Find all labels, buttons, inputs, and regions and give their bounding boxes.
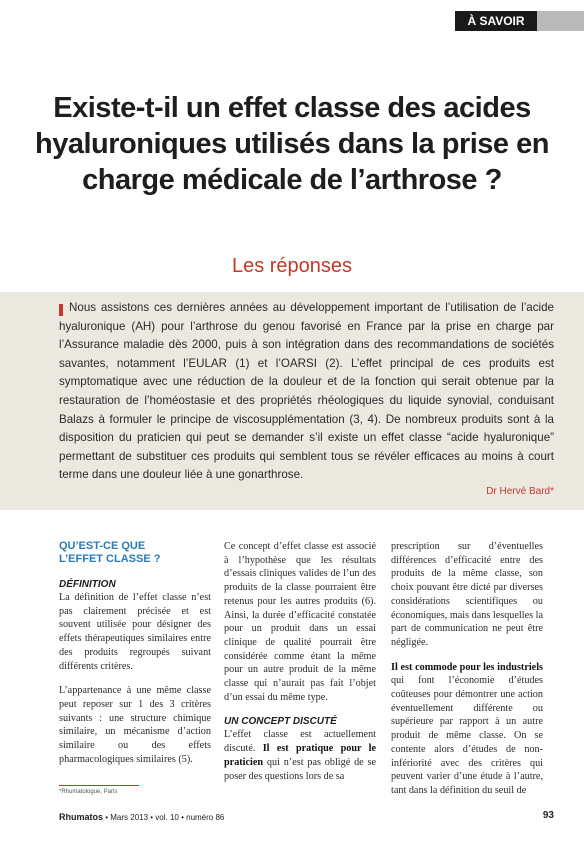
subheading-concept: UN CONCEPT DISCUTÉ: [224, 716, 337, 728]
page-number: 93: [542, 810, 554, 821]
column-2: [224, 540, 376, 783]
section-tag: À SAVOIR: [455, 11, 537, 31]
section-title: [59, 540, 211, 566]
footer: [59, 812, 224, 822]
section-title-line-2: L’EFFET CLASSE ?: [59, 553, 161, 565]
article-title: Existe-t-il un effet classe des acides hyaluroniques utilisés dans la prise en charge médicale de l’arthrose ?: [35, 92, 549, 196]
issue-info: • Mars 2013 • vol. 10 • numéro 86: [103, 813, 225, 822]
section-tag-bar: [537, 11, 584, 31]
column-1: [59, 540, 211, 777]
paragraph: Ce concept d’effet classe est associé à l’hypothèse que les résultats d’essais cliniques valides de l’un des produits de la classe pourraient être retenus pour les autres produits (6). Ainsi, la durée d’efficacité constatée pour un produit dans un essai clinique de qualité pourrait être considérée comme étant la même pour un autre produit de la même classe qui n’aurait pas fait l’objet d’un essai du même type.: [224, 541, 376, 703]
paragraph: [224, 728, 376, 783]
paragraph: L’appartenance à une même classe peut reposer sur 1 des 3 critères suivants : une structure chimique similaire, un mécanisme d’action similaire ou des effets pharmacologiques similaires (5).: [59, 685, 211, 765]
text-run: L’effet classe est actuellement discuté.: [224, 729, 376, 755]
author: Dr Hervé Bard*: [486, 486, 554, 497]
bold-text: Il est commode pour les industriels: [391, 661, 543, 673]
paragraph: [391, 661, 543, 798]
journal-name: Rhumatos: [59, 812, 104, 822]
article-subtitle: Les réponses: [231, 255, 353, 277]
text-run: qui font l’économie d’études coûteuses pour démontrer une action éventuellement différente ou supérieure par rapport à un autre produit de même classe. On se contente alors d’études de non-infériorité avec des critères qui peuvent varier d’une étude à l’autre, tant dans la définition du seuil de: [391, 675, 543, 796]
footnote-rule: [59, 785, 139, 786]
text-run: qui n’est pas obligé de se poser des questions lors de sa: [224, 756, 376, 782]
intro-text: Nous assistons ces dernières années au développement important de l’utilisation de l’acide hyaluronique (AH) pour l’arthrose du genou favorisé en France par la prise en charge par l’Assurance maladie dès 2000, puis à son intégration dans des recommandations de sociétés savantes, notamment l’EULAR (1) et l’OARSI (2). L’effet principal de ces produits est symptomatique avec une réduction de la douleur et de la fonction qui serait obtenue par la restauration de l’homéostasie et des propriétés rhéologiques du liquide synovial, conduisant Balazs à formuler le principe de viscosupplémentation (3, 4). De nombreux produits sont à la disposition du praticien qui peut se demander s’il existe un effet classe “acide hyaluronique” permettant de substituer ces produits qui semblent tous se révéler efficaces au moins à court terme dans une douleur liée à une gonarthrose.: [59, 301, 554, 482]
paragraph: La définition de l’effet classe n’est pas clairement précisée et est souvent utilisée pour désigner des effets thérapeutiques similaires entre des produits regroupés suivant différents critères.: [59, 592, 211, 672]
paragraph: prescription sur d’éventuelles différences d’efficacité entre des produits de la même classe, son choix pouvant être dicté par diverses considérations scientifiques ou économiques, mais dans lesquelles la part de communication ne peut être négligée.: [391, 541, 543, 648]
section-title-line-1: QU’EST-CE QUE: [59, 540, 146, 552]
footnote: *Rhumatologue, Paris: [59, 789, 118, 795]
subheading-definition: DÉFINITION: [59, 579, 116, 590]
column-3: [391, 540, 543, 798]
bold-text: Il est pratique pour le praticien: [224, 743, 376, 768]
